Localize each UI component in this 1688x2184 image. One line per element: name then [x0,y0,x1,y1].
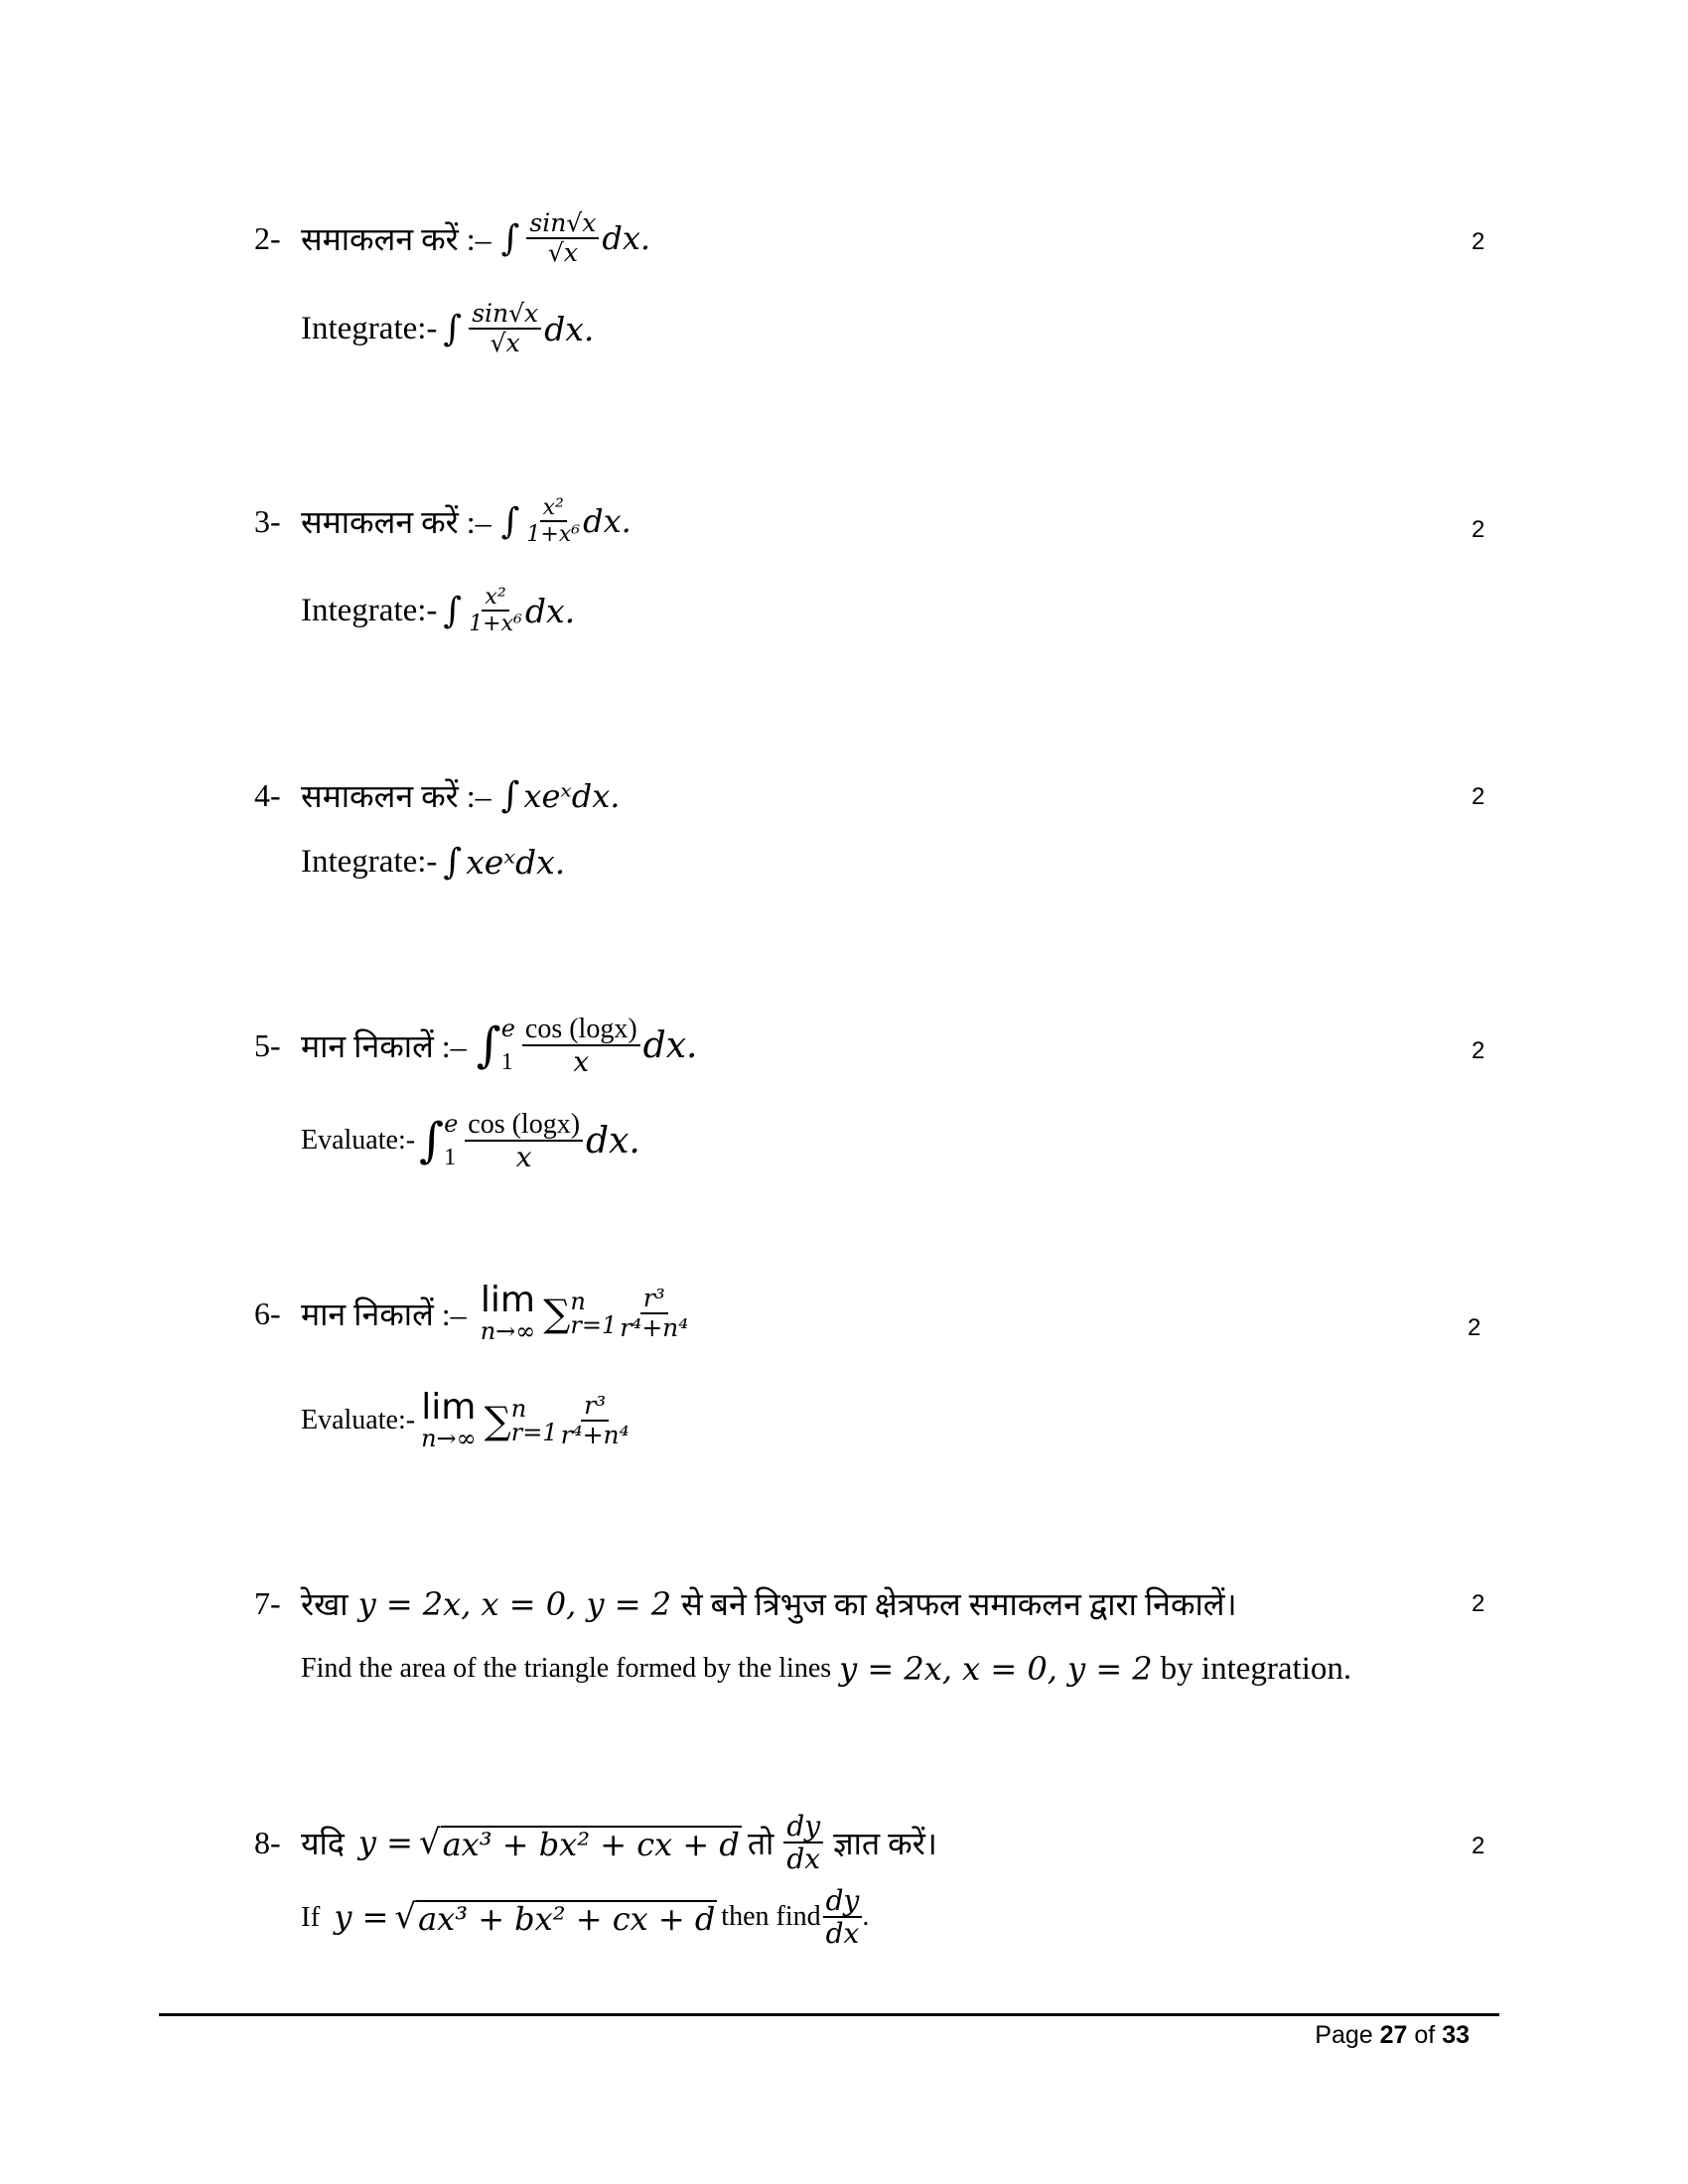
question-2-english: Integrate:- ∫ $\frac{\sin√x}{√x}$ dx. [301,299,595,358]
question-3-hindi: 3- समाकलन करें :– ∫ $\frac{\text{x²}}{\text{1+x⁶}}$ dx. [254,495,632,548]
marks: 2 [1472,1037,1485,1064]
question-label: Integrate:- [301,844,438,880]
summation-limits: n r=1 [510,1395,558,1447]
question-number: 5- [254,1026,281,1063]
question-5-hindi: 5- मान निकालें :– ∫ e 1 $\frac{\cos (\log x)}{x}$ dx. [254,1014,698,1079]
question-number: 4- [254,777,281,813]
question-6-hindi [254,1280,691,1345]
current-page: 27 [1379,2021,1408,2049]
summation-sign: ∑ [543,1292,571,1336]
marks: 2 [1472,228,1485,255]
marks: 2 [1468,1314,1481,1341]
question-number: 6- [254,1295,281,1331]
derivative: $\frac{dy}{dx}$ [823,1886,863,1949]
question-number: 3- [254,502,281,539]
question-label: मान निकालें :– [301,1027,467,1064]
summation-limits: n r=1 [570,1288,618,1340]
question-label: Evaluate:- [301,1125,416,1157]
question-number: 8- [254,1824,281,1860]
total-pages: 33 [1442,2021,1470,2049]
question-label: मान निकालें :– [301,1296,467,1332]
marks: 2 [1472,1833,1485,1859]
integral-sign: ∫ [500,217,520,259]
fraction: $\frac{\sin√x}{√x}$ [469,301,541,357]
integral-sign: ∫ [500,500,520,542]
question-8-english: If y = √ ax³ + bx² + cx + d then find $\frac{dy}{dx}$ . [301,1884,870,1951]
question-5-english: Evaluate:- ∫ e 1 $\frac{\cos (\log x)}{x}$ dx. [301,1109,640,1174]
integral-sign: ∫ [443,590,463,631]
marks: 2 [1472,1590,1485,1617]
marks: 2 [1472,516,1485,543]
question-label: Integrate:- [301,592,438,628]
integral-limits: e 1 [444,1110,459,1171]
integral-sign: ∫ [443,842,463,883]
fraction: $\frac{\text{r³}}{\text{r⁴+n⁴}}$ [620,1283,689,1343]
question-label: समाकलन करें :– [301,778,492,814]
fraction: $\frac{\cos (\log x)}{x}$ [465,1110,583,1172]
integral-sign: ∫ [419,1113,445,1169]
square-root: √ ax³ + bx² + cx + d [418,1823,740,1864]
question-8-hindi: 8- यदि y = √ ax³ + bx² + cx + d तो $\frac{dy}{dx}$ ज्ञात करें। [254,1810,937,1876]
question-7-english: Find the area of the triangle formed by the lines y = 2x, x = 0, y = 2 by integration. [301,1650,1352,1688]
fraction: $\frac{\text{r³}}{\text{r⁴+n⁴}}$ [560,1390,630,1450]
integral-sign: ∫ [500,775,520,816]
fraction: $\frac{\cos (\log x)}{x}$ [522,1015,640,1077]
question-4-hindi: 4- समाकलन करें :– ∫ xeˣdx. [254,775,621,816]
equation: y = 2x, x = 0, y = 2 [357,1584,672,1623]
square-root: √ ax³ + bx² + cx + d [394,1897,716,1939]
integral-limits: e 1 [500,1015,515,1076]
fraction: $\frac{\sin√x}{√x}$ [526,210,599,267]
question-label: Evaluate:- [301,1405,416,1436]
question-label: Integrate:- [301,310,438,346]
question-6-english [301,1387,633,1452]
marks: 2 [1472,783,1485,810]
question-3-english: Integrate:- ∫ $\frac{\text{x²}}{\text{1+x⁶}}$ dx. [301,585,576,637]
equation: y = 2x, x = 0, y = 2 [839,1650,1153,1688]
fraction: $\frac{\text{x²}}{\text{1+x⁶}}$ [526,495,581,548]
integral-sign: ∫ [443,308,463,349]
limit: lim n→∞ [421,1387,477,1452]
limit: lim n→∞ [480,1280,536,1345]
page-number: Page 27 of 33 [1315,2021,1470,2049]
integral-sign: ∫ [476,1018,501,1074]
fraction: $\frac{\text{x²}}{\text{1+x⁶}}$ [469,585,522,637]
footer-divider [159,2013,1499,2016]
question-label: रेखा [301,1586,349,1622]
question-number: 2- [254,219,281,256]
derivative: $\frac{dy}{dx}$ [783,1812,823,1874]
question-label: समाकलन करें :– [301,503,492,540]
question-7-hindi: 7- रेखा y = 2x, x = 0, y = 2 से बने त्रिभुज का क्षेत्रफल समाकलन द्वारा निकालें। [254,1582,1237,1625]
question-number: 7- [254,1585,281,1621]
summation-sign: ∑ [484,1399,511,1443]
question-label: समाकलन करें :– [301,220,492,257]
question-2-hindi: 2- समाकलन करें :– ∫ $\frac{\sin√x}{√x}$ dx. [254,208,651,268]
question-4-english: Integrate:- ∫ xeˣdx. [301,842,566,883]
